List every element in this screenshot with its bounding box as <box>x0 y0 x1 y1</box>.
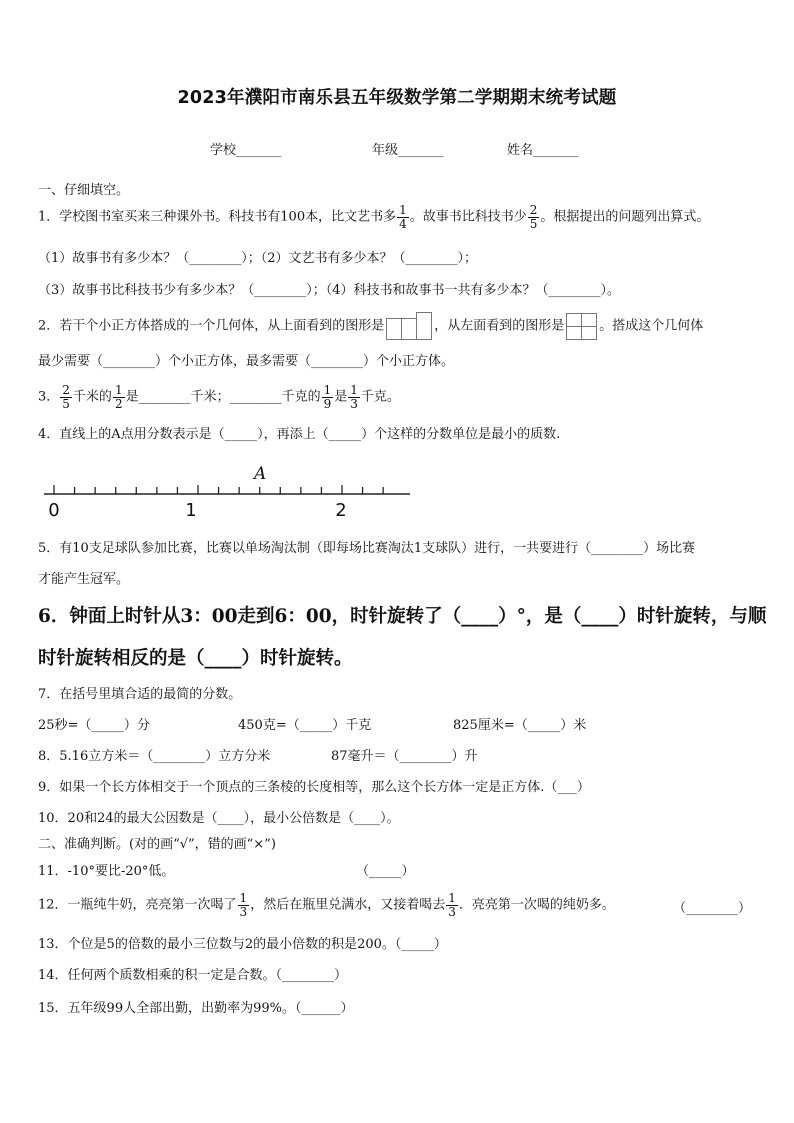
q2-text-c: 。搭成这个几何体 <box>599 318 704 334</box>
section-2-heading: 二、准确判断。(对的画“√”，错的画“×”) <box>38 837 276 852</box>
school-field: 学校_______ <box>210 143 282 158</box>
question-13: 13．个位是5的倍数的最小三位数与2的最小倍数的积是200。（_____） <box>38 937 447 952</box>
top-view-figure <box>386 312 432 340</box>
question-6-line-1: 6．钟面上时针从3：00走到6：00，时针旋转了（____）°，是（____）时针旋转，与顺 <box>38 606 767 627</box>
q2-text-b: ，从左面看到的图形是 <box>434 318 565 334</box>
question-4: 4．直线上的A点用分数表示是（_____），再添上（_____）个这样的分数单位是最小的质数. <box>38 427 561 442</box>
point-a-label: A <box>254 464 267 484</box>
section-1-heading: 一、仔细填空。 <box>38 183 130 198</box>
q1-text-c: 。根据提出的问题列出算式。 <box>540 209 710 225</box>
question-1-line-3: （3）故事书比科技书少有多少本？（________）；（4）科技书和故事书一共有多少本？（________）。 <box>38 283 621 298</box>
fraction-one-ninth: $\frac{1}{9}$ <box>323 383 332 411</box>
question-7: 7．在括号里填合适的最简的分数。 <box>38 687 242 702</box>
question-14: 14．任何两个质数相乘的积一定是合数。（________） <box>38 968 348 983</box>
fraction-two-fifths: $\frac{2}{5}$ <box>529 203 538 231</box>
question-1-line-2: （1）故事书有多少本？（________）；（2）文艺书有多少本？（________）； <box>38 251 478 266</box>
grade-field: 年级_______ <box>372 143 444 158</box>
question-15: 15．五年级99人全部出勤，出勤率为99%。（______） <box>38 1001 354 1016</box>
name-field: 姓名_______ <box>507 143 579 158</box>
tick-label-0: 0 <box>48 500 60 521</box>
question-2-line-2: 最少需要（________）个小正方体，最多需要（________）个小正方体。 <box>38 354 455 369</box>
question-5-line-2: 才能产生冠军。 <box>38 572 130 587</box>
q2-text-a: 2．若干个小正方体搭成的一个几何体，从上面看到的图形是 <box>38 318 385 334</box>
q11-answer-blank: （_____） <box>356 864 415 879</box>
page-title: 2023年濮阳市南乐县五年级数学第二学期期末统考试题 <box>177 88 617 108</box>
fraction-one-half: $\frac{1}{2}$ <box>114 383 123 411</box>
question-9: 9．如果一个长方体相交于一个顶点的三条棱的长度相等，那么这个长方体一定是正方体.（___） <box>38 780 590 795</box>
question-5-line-1: 5．有10支足球队参加比赛，比赛以单场淘汰制（即每场比赛淘汰1支球队）进行，一共要进行（________）场比赛 <box>38 541 696 556</box>
fraction-two-fifths: $\frac{2}{5}$ <box>62 383 70 411</box>
question-6-line-2: 时针旋转相反的是（____）时针旋转。 <box>38 648 353 669</box>
question-11: 11．-10°要比-20°低。 <box>38 864 175 879</box>
q1-text-a: 1．学校图书室买来三种课外书。科技书有100本，比文艺书多 <box>38 209 397 225</box>
question-10: 10．20和24的最大公因数是（____），最小公倍数是（____）。 <box>38 811 400 826</box>
q8-item-1: 8．5.16立方米＝（________）立方分米 <box>38 749 271 764</box>
fraction-one-third: $\frac{1}{3}$ <box>448 891 456 919</box>
question-1-line-1 <box>38 204 709 230</box>
question-2-line-1 <box>38 312 703 340</box>
left-view-figure <box>566 313 597 340</box>
q7-item-1: 25秒=（_____）分 <box>38 718 150 733</box>
q8-item-2: 87毫升＝（________）升 <box>331 749 478 764</box>
fraction-one-quarter: $\frac{1}{4}$ <box>399 203 407 231</box>
fraction-one-third: $\frac{1}{3}$ <box>239 891 248 919</box>
q7-item-2: 450克=（_____）千克 <box>238 718 372 733</box>
question-3: 3． $\frac{2}{5}$ 千米的 $\frac{1}{2}$ 是________千米；________千克的 $\frac{1}{9}$ 是 $\frac{1}{3}$ 千克。 <box>38 383 400 411</box>
tick-label-1: 1 <box>185 500 197 521</box>
q1-text-b: 。故事书比科技书少 <box>409 209 527 225</box>
fraction-one-third: $\frac{1}{3}$ <box>350 383 358 411</box>
tick-label-2: 2 <box>335 500 347 521</box>
number-line <box>40 458 415 524</box>
q7-item-3: 825厘米=（_____）米 <box>453 718 587 733</box>
q12-answer-blank: （________） <box>673 901 752 916</box>
question-12: 12．一瓶纯牛奶，亮亮第一次喝了 $\frac{1}{3}$ ，然后在瓶里兑满水，又接着喝去 $\frac{1}{3}$ ．亮亮第一次喝的纯奶多。 <box>38 891 615 919</box>
